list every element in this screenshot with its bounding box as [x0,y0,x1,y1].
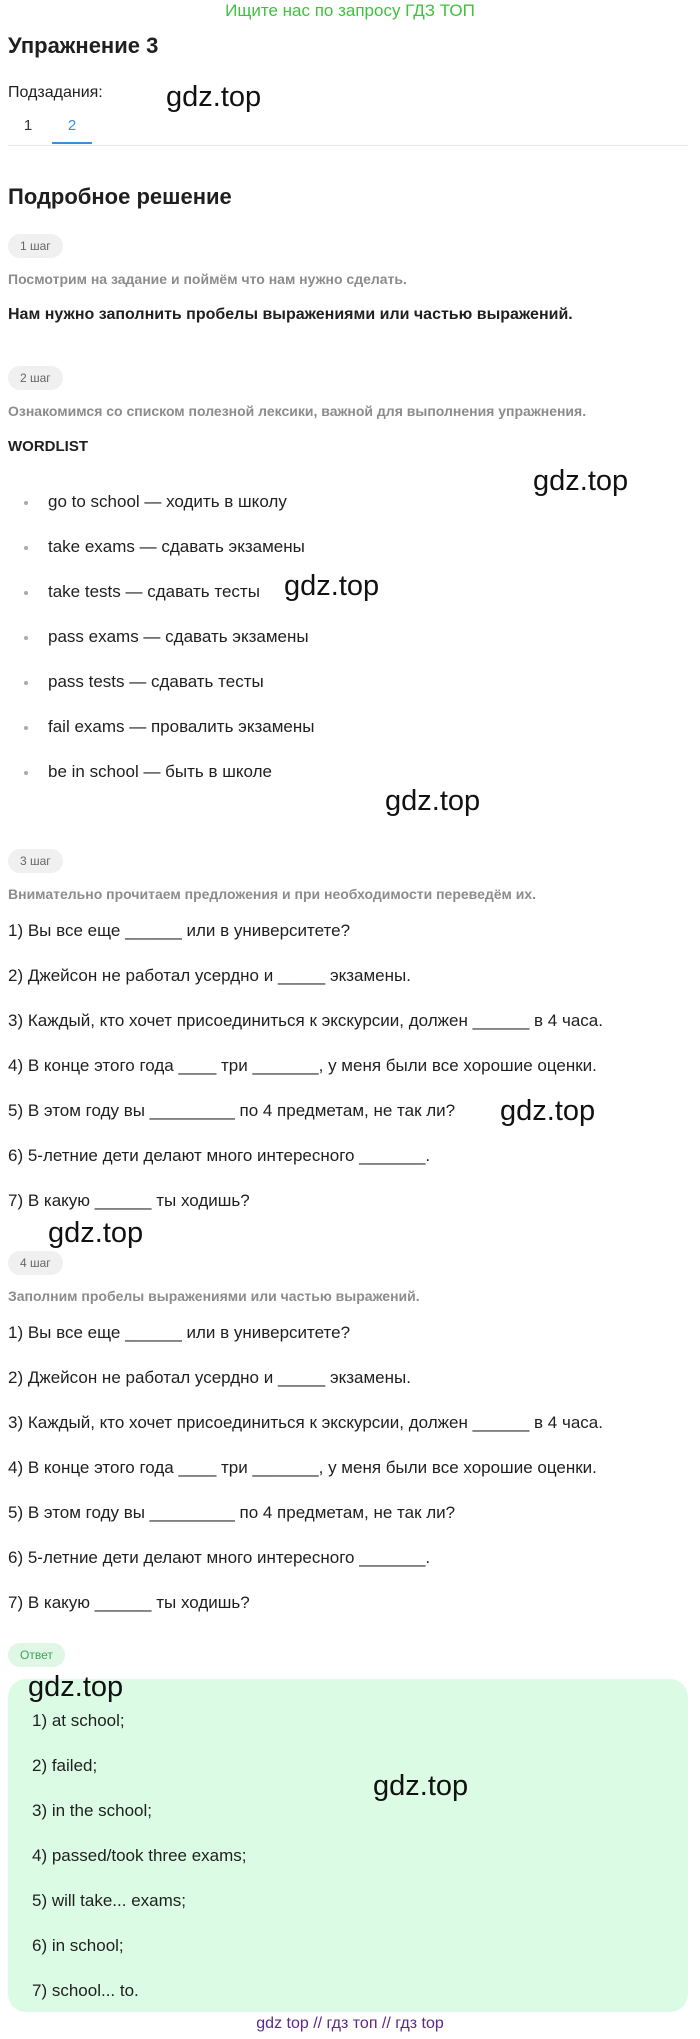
watermark: gdz.top [500,1095,596,1127]
step-desc-4: Заполним пробелы выражениями или частью выражений. [8,1288,420,1304]
step-text-1: Нам нужно заполнить пробелы выражениями или частью выражений. [8,306,573,323]
answer-line: 5) will take... exams; [32,1891,186,1910]
sentence: 4) В конце этого года ____ три _______, у меня были все хорошие оценки. [8,1056,597,1075]
sentence: 7) В какую ______ ты ходишь? [8,1593,250,1612]
sentence: 6) 5-летние дети делают много интересного _______. [8,1548,431,1567]
sentence: 7) В какую ______ ты ходишь? [8,1191,250,1210]
answer-line: 3) in the school; [32,1801,153,1820]
subtask-tab-2[interactable]: 2 [67,117,77,134]
watermark: gdz.top [373,1770,469,1802]
wordlist-item: be in school — быть в школе [24,761,272,783]
sentence: 5) В этом году вы _________ по 4 предметам, не так ли? [8,1503,456,1522]
sentence: 2) Джейсон не работал усердно и _____ экзамены. [8,966,411,985]
answer-line: 6) in school; [32,1936,124,1955]
active-tab-indicator [52,142,92,144]
subtask-tab-1[interactable]: 1 [23,117,33,134]
sentence: 2) Джейсон не работал усердно и _____ экзамены. [8,1368,411,1387]
bullet-icon [24,636,28,640]
step-badge-2: 2 шаг [8,366,63,390]
wordlist-item: fail exams — провалить экзамены [24,716,314,738]
divider [8,145,688,146]
bullet-icon [24,501,28,505]
bullet-icon [24,771,28,775]
answer-line: 7) school... to. [32,1981,139,2000]
wordlist-heading: WORDLIST [8,438,88,455]
sentence: 3) Каждый, кто хочет присоединиться к экскурсии, должен ______ в 4 часа. [8,1011,603,1030]
watermark: gdz.top [284,570,380,602]
watermark: gdz.top [533,465,629,497]
watermark: gdz.top [48,1217,144,1249]
sentence: 5) В этом году вы _________ по 4 предметам, не так ли? [8,1101,456,1120]
section-title: Подробное решение [8,184,232,209]
bullet-icon [24,681,28,685]
wordlist-item: take exams — сдавать экзамены [24,536,305,558]
watermark: gdz.top [166,81,262,113]
answer-line: 4) passed/took three exams; [32,1846,247,1865]
step-badge-1: 1 шаг [8,234,63,258]
watermark: gdz.top [385,785,481,817]
step-desc-2: Ознакомимся со списком полезной лексики, важной для выполнения упражнения. [8,403,587,419]
step-badge-4: 4 шаг [8,1251,63,1275]
subtasks-label: Подзадания: [8,84,103,101]
wordlist-item: take tests — сдавать тесты [24,581,260,603]
wordlist-item: pass exams — сдавать экзамены [24,626,309,648]
sentence: 3) Каждый, кто хочет присоединиться к экскурсии, должен ______ в 4 часа. [8,1413,603,1432]
answer-badge: Ответ [8,1643,65,1667]
wordlist-item: pass tests — сдавать тесты [24,671,264,693]
answer-line: 1) at school; [32,1711,125,1730]
exercise-title: Упражнение 3 [8,33,159,58]
step-desc-1: Посмотрим на задание и поймём что нам нужно сделать. [8,271,407,287]
sentence: 6) 5-летние дети делают много интересного _______. [8,1146,431,1165]
watermark: gdz.top [28,1671,124,1703]
bullet-icon [24,726,28,730]
sentence: 1) Вы все еще ______ или в университете? [8,921,351,940]
step-desc-3: Внимательно прочитаем предложения и при необходимости переведём их. [8,886,537,902]
step-badge-3: 3 шаг [8,849,63,873]
bullet-icon [24,591,28,595]
sentence: 4) В конце этого года ____ три _______, у меня были все хорошие оценки. [8,1458,597,1477]
footer-links[interactable]: gdz top // гдз топ // гдз top [256,2015,444,2032]
bullet-icon [24,546,28,550]
answer-line: 2) failed; [32,1756,98,1775]
wordlist-item: go to school — ходить в школу [24,491,287,513]
sentence: 1) Вы все еще ______ или в университете? [8,1323,351,1342]
search-banner: Ищите нас по запросу ГДЗ ТОП [225,1,475,20]
